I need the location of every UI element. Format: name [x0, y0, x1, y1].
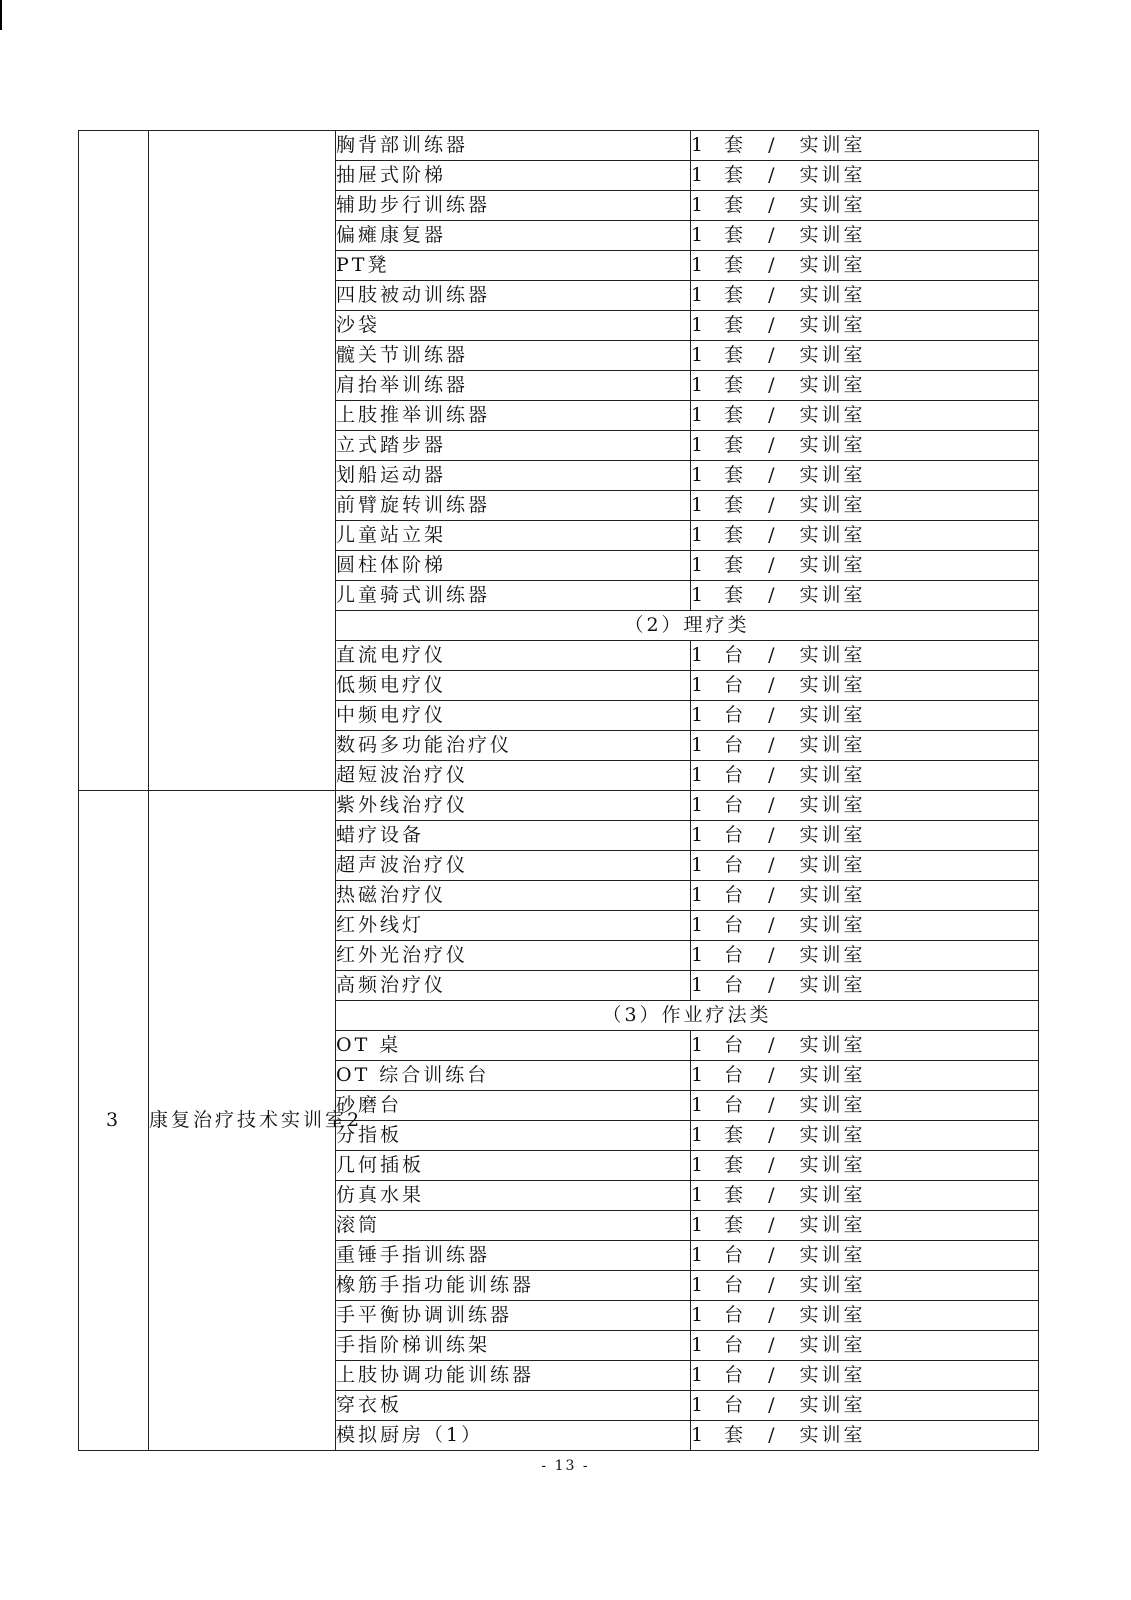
qty-separator: / [768, 314, 778, 336]
qty-separator: / [768, 884, 778, 906]
equipment-name: 重锤手指训练器 [336, 1241, 691, 1271]
qty-value: 1 [691, 1064, 707, 1086]
equipment-name: 砂磨台 [336, 1091, 691, 1121]
qty-unit: 套 [724, 224, 747, 246]
qty-per-room: 实训室 [799, 1064, 866, 1086]
qty-unit: 套 [724, 554, 747, 576]
equipment-quantity [691, 1061, 1039, 1091]
equipment-name: 髋关节训练器 [336, 341, 691, 371]
qty-per-room: 实训室 [799, 434, 866, 456]
qty-separator: / [768, 344, 778, 366]
qty-unit: 台 [724, 1244, 747, 1266]
qty-separator: / [768, 1244, 778, 1266]
qty-unit: 套 [724, 254, 747, 276]
equipment-quantity [691, 281, 1039, 311]
equipment-quantity [691, 1391, 1039, 1421]
equipment-quantity [691, 461, 1039, 491]
qty-unit: 套 [724, 584, 747, 606]
qty-unit: 套 [724, 404, 747, 426]
qty-value: 1 [691, 734, 707, 756]
equipment-name: 立式踏步器 [336, 431, 691, 461]
qty-per-room: 实训室 [799, 134, 866, 156]
qty-value: 1 [691, 194, 707, 216]
equipment-name: 橡筋手指功能训练器 [336, 1271, 691, 1301]
qty-value: 1 [691, 644, 707, 666]
equipment-name: 中频电疗仪 [336, 701, 691, 731]
qty-value: 1 [691, 134, 707, 156]
qty-unit: 套 [724, 1154, 747, 1176]
qty-separator: / [768, 854, 778, 876]
qty-per-room: 实训室 [799, 764, 866, 786]
qty-separator: / [768, 1334, 778, 1356]
qty-unit: 台 [724, 1274, 747, 1296]
qty-per-room: 实训室 [799, 1034, 866, 1056]
qty-separator: / [768, 764, 778, 786]
qty-separator: / [768, 644, 778, 666]
equipment-name: 仿真水果 [336, 1181, 691, 1211]
equipment-quantity [691, 1031, 1039, 1061]
qty-per-room: 实训室 [799, 1304, 866, 1326]
equipment-name: 辅助步行训练器 [336, 191, 691, 221]
qty-value: 1 [691, 1244, 707, 1266]
qty-value: 1 [691, 344, 707, 366]
equipment-name: 几何插板 [336, 1151, 691, 1181]
qty-per-room: 实训室 [799, 374, 866, 396]
equipment-quantity [691, 341, 1039, 371]
qty-separator: / [768, 284, 778, 306]
table-row [79, 131, 1039, 161]
page-number: - 13 - [541, 1458, 590, 1474]
qty-value: 1 [691, 1364, 707, 1386]
qty-per-room: 实训室 [799, 254, 866, 276]
qty-unit: 台 [724, 944, 747, 966]
qty-unit: 台 [724, 854, 747, 876]
qty-value: 1 [691, 434, 707, 456]
qty-value: 1 [691, 404, 707, 426]
qty-value: 1 [691, 1094, 707, 1116]
qty-per-room: 实训室 [799, 1364, 866, 1386]
scan-edge-mark [0, 0, 2, 30]
equipment-name: OT 桌 [336, 1031, 691, 1061]
qty-separator: / [768, 974, 778, 996]
equipment-quantity [691, 761, 1039, 791]
qty-value: 1 [691, 944, 707, 966]
qty-separator: / [768, 224, 778, 246]
qty-per-room: 实训室 [799, 1154, 866, 1176]
qty-unit: 套 [724, 284, 747, 306]
qty-separator: / [768, 704, 778, 726]
qty-per-room: 实训室 [799, 704, 866, 726]
qty-per-room: 实训室 [799, 1184, 866, 1206]
equipment-quantity [691, 311, 1039, 341]
qty-value: 1 [691, 164, 707, 186]
qty-separator: / [768, 164, 778, 186]
qty-value: 1 [691, 524, 707, 546]
equipment-name: OT 综合训练台 [336, 1061, 691, 1091]
row-number: 3 [79, 791, 149, 1451]
equipment-name: 手平衡协调训练器 [336, 1301, 691, 1331]
equipment-quantity [691, 161, 1039, 191]
qty-separator: / [768, 584, 778, 606]
qty-per-room: 实训室 [799, 734, 866, 756]
qty-per-room: 实训室 [799, 914, 866, 936]
equipment-name: 手指阶梯训练架 [336, 1331, 691, 1361]
qty-value: 1 [691, 704, 707, 726]
equipment-name: 模拟厨房（1） [336, 1421, 691, 1451]
qty-value: 1 [691, 1154, 707, 1176]
qty-separator: / [768, 554, 778, 576]
qty-per-room: 实训室 [799, 224, 866, 246]
room-name-continued [149, 131, 336, 791]
qty-separator: / [768, 1274, 778, 1296]
qty-value: 1 [691, 674, 707, 696]
equipment-name: 圆柱体阶梯 [336, 551, 691, 581]
equipment-quantity [691, 1361, 1039, 1391]
qty-per-room: 实训室 [799, 494, 866, 516]
equipment-quantity [691, 581, 1039, 611]
qty-unit: 套 [724, 434, 747, 456]
equipment-name: 穿衣板 [336, 1391, 691, 1421]
equipment-quantity [691, 971, 1039, 1001]
equipment-name: 偏瘫康复器 [336, 221, 691, 251]
equipment-quantity [691, 701, 1039, 731]
qty-per-room: 实训室 [799, 404, 866, 426]
qty-per-room: 实训室 [799, 1274, 866, 1296]
qty-separator: / [768, 194, 778, 216]
equipment-quantity [691, 491, 1039, 521]
qty-unit: 套 [724, 1214, 747, 1236]
qty-value: 1 [691, 1034, 707, 1056]
equipment-quantity [691, 1301, 1039, 1331]
equipment-name: 蜡疗设备 [336, 821, 691, 851]
qty-unit: 套 [724, 374, 747, 396]
qty-per-room: 实训室 [799, 1094, 866, 1116]
table-row [79, 791, 1039, 821]
qty-value: 1 [691, 1424, 707, 1446]
equipment-quantity [691, 521, 1039, 551]
qty-separator: / [768, 1094, 778, 1116]
qty-value: 1 [691, 374, 707, 396]
qty-separator: / [768, 254, 778, 276]
equipment-quantity [691, 911, 1039, 941]
qty-separator: / [768, 1364, 778, 1386]
qty-value: 1 [691, 824, 707, 846]
qty-value: 1 [691, 974, 707, 996]
qty-value: 1 [691, 1184, 707, 1206]
equipment-name: PT凳 [336, 251, 691, 281]
equipment-name: 分指板 [336, 1121, 691, 1151]
qty-separator: / [768, 944, 778, 966]
qty-unit: 台 [724, 734, 747, 756]
qty-value: 1 [691, 1214, 707, 1236]
equipment-quantity [691, 1271, 1039, 1301]
equipment-name: 上肢协调功能训练器 [336, 1361, 691, 1391]
equipment-quantity [691, 1091, 1039, 1121]
qty-separator: / [768, 1304, 778, 1326]
qty-unit: 套 [724, 134, 747, 156]
equipment-name: 紫外线治疗仪 [336, 791, 691, 821]
qty-value: 1 [691, 464, 707, 486]
category-heading: （3）作业疗法类 [336, 1001, 1039, 1031]
equipment-quantity [691, 401, 1039, 431]
equipment-name: 沙袋 [336, 311, 691, 341]
qty-separator: / [768, 734, 778, 756]
qty-value: 1 [691, 1304, 707, 1326]
equipment-quantity [691, 731, 1039, 761]
qty-unit: 台 [724, 884, 747, 906]
qty-unit: 套 [724, 1184, 747, 1206]
qty-unit: 台 [724, 1364, 747, 1386]
equipment-name: 划船运动器 [336, 461, 691, 491]
qty-per-room: 实训室 [799, 974, 866, 996]
equipment-name: 肩抬举训练器 [336, 371, 691, 401]
qty-value: 1 [691, 1334, 707, 1356]
equipment-quantity [691, 1331, 1039, 1361]
qty-per-room: 实训室 [799, 644, 866, 666]
equipment-name: 热磁治疗仪 [336, 881, 691, 911]
qty-separator: / [768, 1394, 778, 1416]
equipment-quantity [691, 251, 1039, 281]
row-number-continued [79, 131, 149, 791]
qty-separator: / [768, 674, 778, 696]
qty-separator: / [768, 1034, 778, 1056]
qty-per-room: 实训室 [799, 164, 866, 186]
qty-value: 1 [691, 1124, 707, 1146]
qty-unit: 套 [724, 314, 747, 336]
qty-separator: / [768, 134, 778, 156]
equipment-quantity [691, 641, 1039, 671]
qty-per-room: 实训室 [799, 794, 866, 816]
equipment-quantity [691, 671, 1039, 701]
equipment-quantity [691, 1241, 1039, 1271]
equipment-name: 低频电疗仪 [336, 671, 691, 701]
qty-unit: 台 [724, 1094, 747, 1116]
equipment-quantity [691, 371, 1039, 401]
qty-separator: / [768, 524, 778, 546]
qty-per-room: 实训室 [799, 1424, 866, 1446]
qty-unit: 台 [724, 794, 747, 816]
qty-value: 1 [691, 314, 707, 336]
qty-separator: / [768, 404, 778, 426]
equipment-name: 高频治疗仪 [336, 971, 691, 1001]
equipment-name: 红外光治疗仪 [336, 941, 691, 971]
qty-unit: 台 [724, 704, 747, 726]
equipment-quantity [691, 1211, 1039, 1241]
qty-unit: 台 [724, 914, 747, 936]
qty-value: 1 [691, 254, 707, 276]
qty-separator: / [768, 1214, 778, 1236]
qty-value: 1 [691, 854, 707, 876]
equipment-quantity [691, 821, 1039, 851]
qty-unit: 套 [724, 344, 747, 366]
qty-unit: 台 [724, 824, 747, 846]
equipment-name: 滚筒 [336, 1211, 691, 1241]
qty-separator: / [768, 494, 778, 516]
qty-per-room: 实训室 [799, 1124, 866, 1146]
qty-unit: 台 [724, 764, 747, 786]
qty-per-room: 实训室 [799, 854, 866, 876]
equipment-quantity [691, 941, 1039, 971]
qty-per-room: 实训室 [799, 1214, 866, 1236]
qty-unit: 套 [724, 464, 747, 486]
qty-value: 1 [691, 584, 707, 606]
equipment-name: 数码多功能治疗仪 [336, 731, 691, 761]
qty-per-room: 实训室 [799, 884, 866, 906]
qty-unit: 台 [724, 1064, 747, 1086]
qty-per-room: 实训室 [799, 464, 866, 486]
equipment-name: 超声波治疗仪 [336, 851, 691, 881]
qty-value: 1 [691, 554, 707, 576]
qty-separator: / [768, 464, 778, 486]
qty-per-room: 实训室 [799, 524, 866, 546]
qty-separator: / [768, 794, 778, 816]
qty-per-room: 实训室 [799, 674, 866, 696]
qty-per-room: 实训室 [799, 314, 866, 336]
qty-unit: 套 [724, 1424, 747, 1446]
qty-per-room: 实训室 [799, 1394, 866, 1416]
qty-per-room: 实训室 [799, 584, 866, 606]
equipment-quantity [691, 431, 1039, 461]
qty-per-room: 实训室 [799, 1244, 866, 1266]
room-name: 康复治疗技术实训室2 [149, 791, 336, 1451]
qty-value: 1 [691, 914, 707, 936]
qty-value: 1 [691, 494, 707, 516]
equipment-quantity [691, 551, 1039, 581]
equipment-name: 儿童骑式训练器 [336, 581, 691, 611]
qty-value: 1 [691, 764, 707, 786]
equipment-name: 抽屉式阶梯 [336, 161, 691, 191]
qty-per-room: 实训室 [799, 344, 866, 366]
equipment-quantity [691, 1181, 1039, 1211]
equipment-name: 前臂旋转训练器 [336, 491, 691, 521]
qty-unit: 台 [724, 644, 747, 666]
equipment-quantity [691, 791, 1039, 821]
qty-per-room: 实训室 [799, 824, 866, 846]
equipment-name: 四肢被动训练器 [336, 281, 691, 311]
equipment-name: 超短波治疗仪 [336, 761, 691, 791]
equipment-quantity [691, 881, 1039, 911]
equipment-quantity [691, 1151, 1039, 1181]
qty-separator: / [768, 914, 778, 936]
qty-value: 1 [691, 224, 707, 246]
qty-value: 1 [691, 884, 707, 906]
qty-separator: / [768, 1154, 778, 1176]
qty-value: 1 [691, 1394, 707, 1416]
equipment-quantity [691, 191, 1039, 221]
qty-unit: 台 [724, 1334, 747, 1356]
qty-separator: / [768, 824, 778, 846]
qty-value: 1 [691, 794, 707, 816]
equipment-name: 直流电疗仪 [336, 641, 691, 671]
equipment-name: 胸背部训练器 [336, 131, 691, 161]
qty-separator: / [768, 1424, 778, 1446]
qty-per-room: 实训室 [799, 554, 866, 576]
qty-separator: / [768, 1124, 778, 1146]
qty-separator: / [768, 1064, 778, 1086]
equipment-quantity [691, 1421, 1039, 1451]
equipment-name: 红外线灯 [336, 911, 691, 941]
qty-unit: 套 [724, 164, 747, 186]
qty-unit: 台 [724, 1034, 747, 1056]
qty-separator: / [768, 434, 778, 456]
qty-unit: 台 [724, 1394, 747, 1416]
qty-per-room: 实训室 [799, 1334, 866, 1356]
qty-value: 1 [691, 284, 707, 306]
qty-separator: / [768, 374, 778, 396]
equipment-quantity [691, 1121, 1039, 1151]
qty-unit: 套 [724, 1124, 747, 1146]
qty-unit: 套 [724, 494, 747, 516]
qty-separator: / [768, 1184, 778, 1206]
equipment-table [78, 130, 1039, 1451]
equipment-name: 儿童站立架 [336, 521, 691, 551]
qty-unit: 套 [724, 524, 747, 546]
equipment-quantity [691, 851, 1039, 881]
qty-per-room: 实训室 [799, 944, 866, 966]
qty-per-room: 实训室 [799, 284, 866, 306]
qty-value: 1 [691, 1274, 707, 1296]
equipment-name: 上肢推举训练器 [336, 401, 691, 431]
equipment-quantity [691, 221, 1039, 251]
equipment-quantity [691, 131, 1039, 161]
qty-per-room: 实训室 [799, 194, 866, 216]
qty-unit: 台 [724, 1304, 747, 1326]
qty-unit: 套 [724, 194, 747, 216]
qty-unit: 台 [724, 674, 747, 696]
qty-unit: 台 [724, 974, 747, 996]
category-heading: （2）理疗类 [336, 611, 1039, 641]
